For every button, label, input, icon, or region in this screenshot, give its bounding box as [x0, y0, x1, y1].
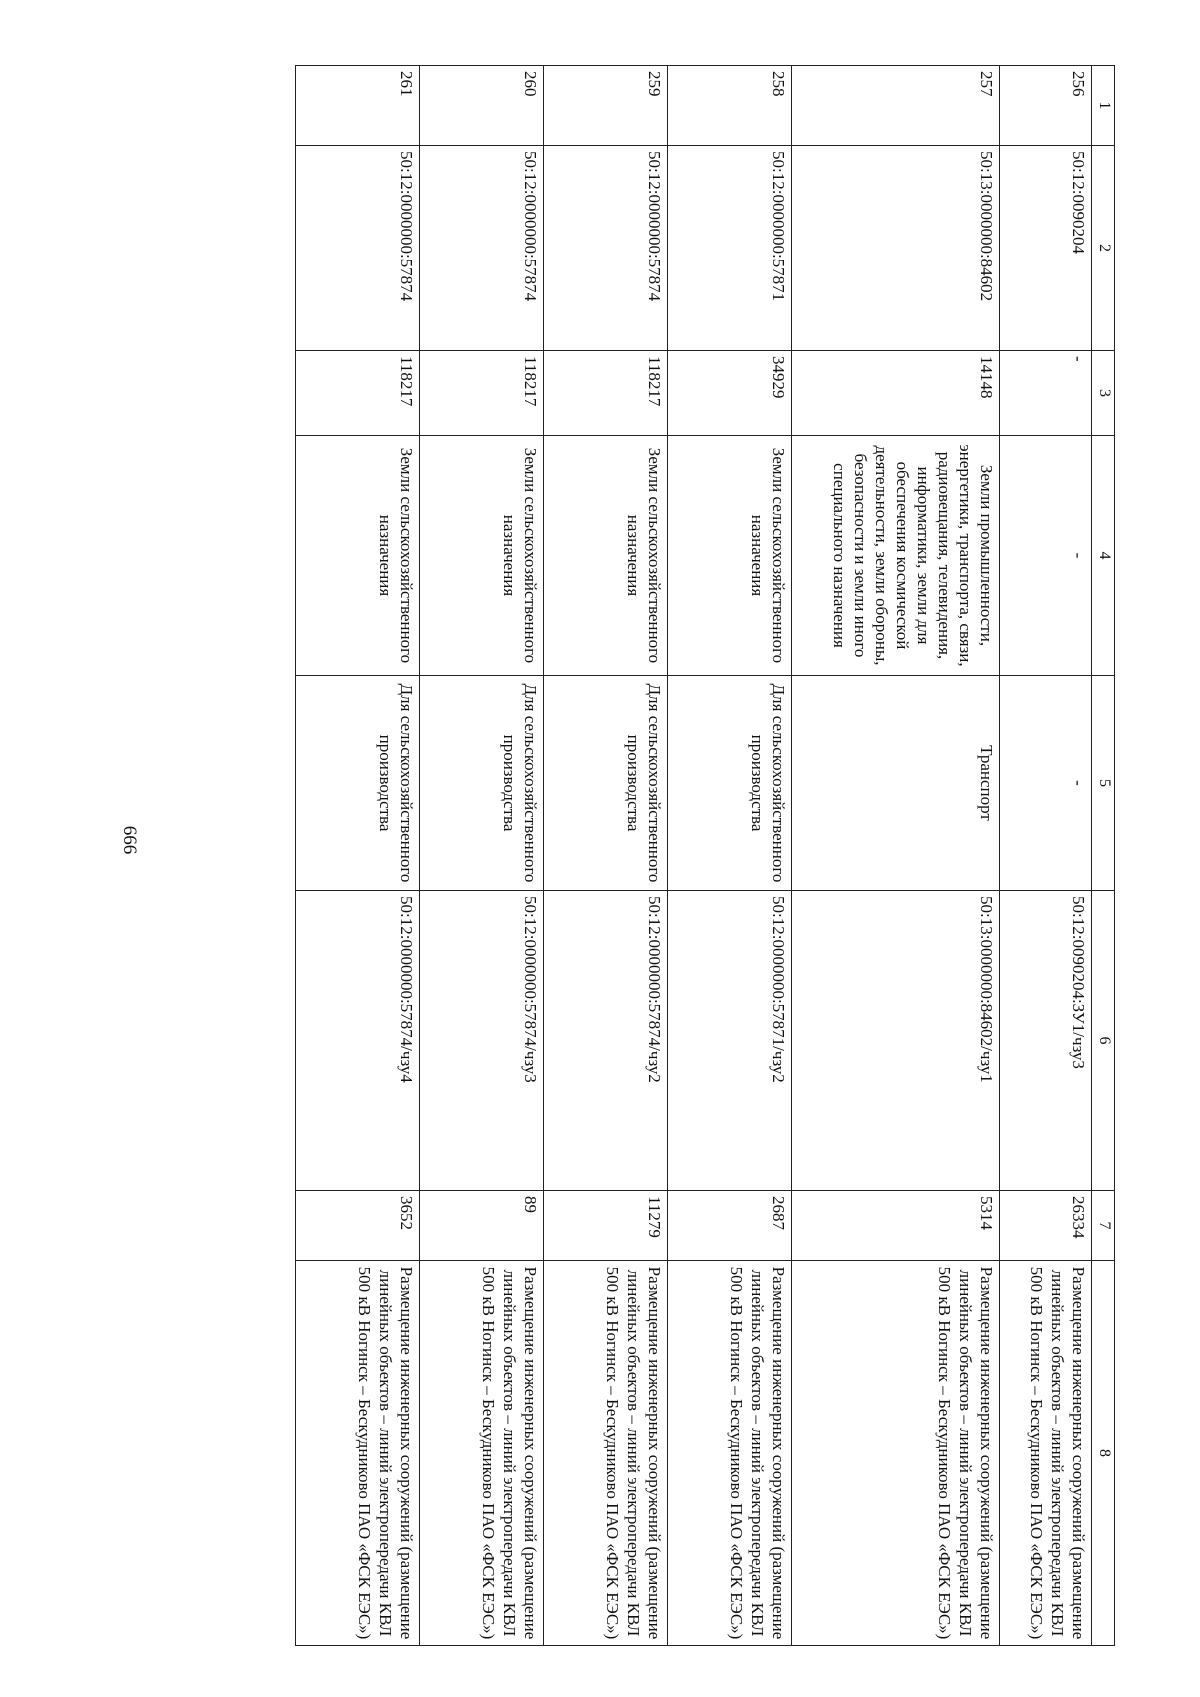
- zone-purpose: Размещение инженерных сооружений (размещение линейных объектов – линий электропередачи КВЛ 500 кВ Ногинск – Бескудниково ПАО «ФСК ЕЭС»): [1000, 1261, 1092, 1646]
- zone-area: 3652: [296, 1191, 420, 1261]
- column-header: 3: [1092, 351, 1115, 436]
- zone-number: 50:12:0000000:57874/чзу2: [544, 891, 668, 1191]
- column-header: 6: [1092, 891, 1115, 1191]
- table-row: [1000, 66, 1092, 1646]
- column-number-row: [1092, 66, 1115, 1646]
- zone-purpose: Размещение инженерных сооружений (размещение линейных объектов – линий электропередачи КВЛ 500 кВ Ногинск – Бескудниково ПАО «ФСК ЕЭС»): [544, 1261, 668, 1646]
- row-number: 261: [296, 66, 420, 146]
- row-number: 259: [544, 66, 668, 146]
- column-header: 5: [1092, 676, 1115, 891]
- zone-purpose: Размещение инженерных сооружений (размещение линейных объектов – линий электропередачи КВЛ 500 кВ Ногинск – Бескудниково ПАО «ФСК ЕЭС»): [420, 1261, 544, 1646]
- page-number: 666: [119, 825, 140, 855]
- land-category: Земли сельскохозяйственного назначения: [544, 436, 668, 676]
- rotated-sheet: [75, 20, 1135, 1660]
- zone-number: 50:12:0000000:57874/чзу4: [296, 891, 420, 1191]
- permitted-use: -: [1000, 676, 1092, 891]
- land-category: Земли сельскохозяйственного назначения: [420, 436, 544, 676]
- land-category: Земли сельскохозяйственного назначения: [296, 436, 420, 676]
- cadastral-number: 50:12:0000000:57871: [668, 146, 792, 351]
- column-header: 8: [1092, 1261, 1115, 1646]
- zone-number: 50:12:0090204:ЗУ1/чзу3: [1000, 891, 1092, 1191]
- row-number: 256: [1000, 66, 1092, 146]
- zone-area: 11279: [544, 1191, 668, 1261]
- table-row: [792, 66, 1000, 1646]
- zone-area: 26334: [1000, 1191, 1092, 1261]
- cadastral-number: 50:12:0000000:57874: [544, 146, 668, 351]
- column-header: 7: [1092, 1191, 1115, 1261]
- land-category: Земли промышленности, энергетики, транспорта, связи, радиовещания, телевидения, информатики, земли для обеспечения космической деятельности, земли обороны, безопасности и земли иного специального назначения: [792, 436, 1000, 676]
- plot-area: 14148: [792, 351, 1000, 436]
- column-header: 2: [1092, 146, 1115, 351]
- column-header: 1: [1092, 66, 1115, 146]
- zone-purpose: Размещение инженерных сооружений (размещение линейных объектов – линий электропередачи КВЛ 500 кВ Ногинск – Бескудниково ПАО «ФСК ЕЭС»): [296, 1261, 420, 1646]
- table-row: [296, 66, 420, 1646]
- land-category: Земли сельскохозяйственного назначения: [668, 436, 792, 676]
- cadastral-number: 50:13:0000000:84602: [792, 146, 1000, 351]
- zone-purpose: Размещение инженерных сооружений (размещение линейных объектов – линий электропередачи КВЛ 500 кВ Ногинск – Бескудниково ПАО «ФСК ЕЭС»): [668, 1261, 792, 1646]
- table-row: [668, 66, 792, 1646]
- row-number: 260: [420, 66, 544, 146]
- cadastral-number: 50:12:0000000:57874: [296, 146, 420, 351]
- cadastral-number: 50:12:0090204: [1000, 146, 1092, 351]
- row-number: 258: [668, 66, 792, 146]
- row-number: 257: [792, 66, 1000, 146]
- permitted-use: Для сельскохозяйственного производства: [420, 676, 544, 891]
- land-category: -: [1000, 436, 1092, 676]
- column-header: 4: [1092, 436, 1115, 676]
- zone-number: 50:12:0000000:57874/чзу3: [420, 891, 544, 1191]
- zone-area: 2687: [668, 1191, 792, 1261]
- permitted-use: Транспорт: [792, 676, 1000, 891]
- permitted-use: Для сельскохозяйственного производства: [544, 676, 668, 891]
- table-row: [420, 66, 544, 1646]
- zone-area: 5314: [792, 1191, 1000, 1261]
- land-registry-table: [295, 65, 1115, 1646]
- plot-area: 34929: [668, 351, 792, 436]
- zone-number: 50:12:0000000:57871/чзу2: [668, 891, 792, 1191]
- permitted-use: Для сельскохозяйственного производства: [296, 676, 420, 891]
- plot-area: -: [1000, 351, 1092, 436]
- plot-area: 118217: [544, 351, 668, 436]
- plot-area: 118217: [296, 351, 420, 436]
- zone-number: 50:13:0000000:84602/чзу1: [792, 891, 1000, 1191]
- cadastral-number: 50:12:0000000:57874: [420, 146, 544, 351]
- table-row: [544, 66, 668, 1646]
- permitted-use: Для сельскохозяйственного производства: [668, 676, 792, 891]
- plot-area: 118217: [420, 351, 544, 436]
- zone-purpose: Размещение инженерных сооружений (размещение линейных объектов – линий электропередачи КВЛ 500 кВ Ногинск – Бескудниково ПАО «ФСК ЕЭС»): [792, 1261, 1000, 1646]
- zone-area: 89: [420, 1191, 544, 1261]
